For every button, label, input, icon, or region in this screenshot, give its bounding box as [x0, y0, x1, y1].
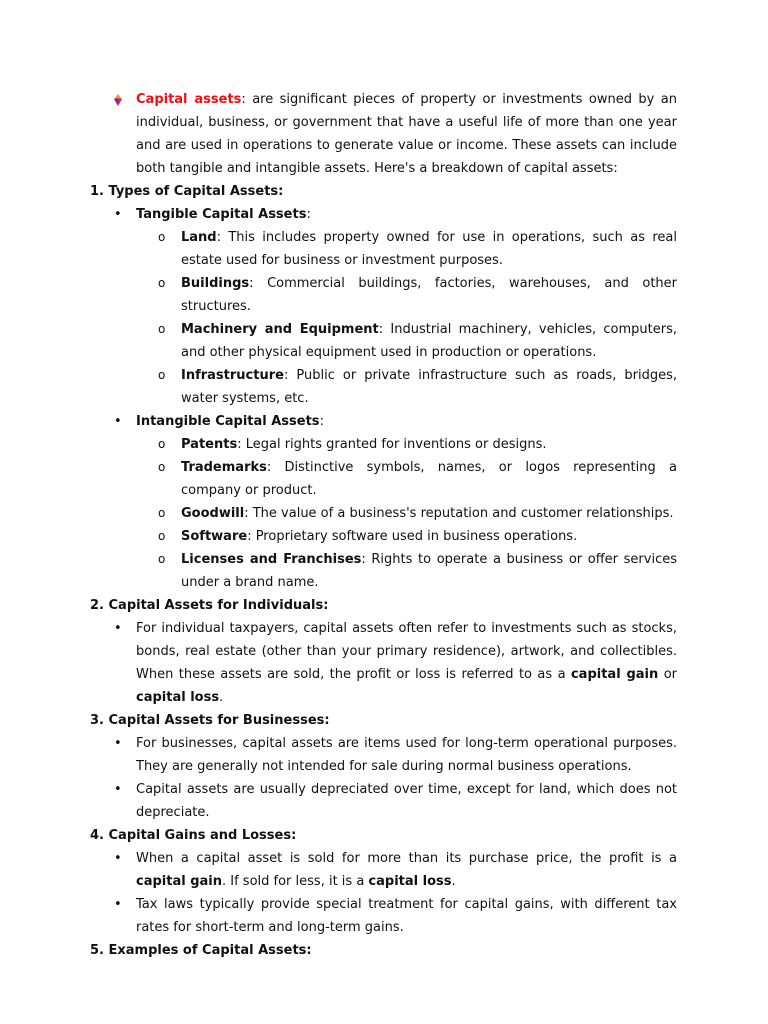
section-3-heading: 3. Capital Assets for Businesses: [90, 713, 330, 728]
term-infrastructure: Infrastructure [181, 368, 284, 383]
desc-infrastructure: : Public or private infrastructure such as roads, bridges, water systems, etc. [181, 368, 677, 406]
gains-bold-loss: capital loss [368, 874, 452, 889]
section-2-heading: 2. Capital Assets for Individuals: [90, 598, 329, 613]
desc-goodwill: : The value of a business's reputation and customer relationships. [244, 506, 674, 521]
desc-patents: : Legal rights granted for inventions or designs. [237, 437, 547, 452]
intro-paragraph [136, 88, 677, 180]
list-item-software [181, 525, 677, 548]
individuals-bold-loss: capital loss [136, 690, 220, 705]
term-buildings: Buildings [181, 276, 250, 291]
list-item-licenses [181, 548, 677, 594]
term-patents: Patents [181, 437, 238, 452]
individuals-text-1: For individual taxpayers, capital assets often refer to investments such as stocks, bonds, real estate (other than your primary residence), artwork, and collectibles. When these assets are sold, the profit or loss is referred to as a [136, 621, 677, 682]
diamond-arrow-icon [112, 94, 124, 106]
desc-land: : This includes property owned for use in operations, such as real estate used for business or investment purposes. [181, 230, 677, 268]
list-item-gains-2: • Tax laws typically provide special treatment for capital gains, with different tax rates for short-term and long-term gains. [136, 893, 677, 939]
intro-term: Capital assets [136, 92, 242, 107]
list-item-goodwill [181, 502, 677, 525]
list-item-businesses-1: • For businesses, capital assets are items used for long-term operational purposes. They are generally not intended for sale during normal business operations. [136, 732, 677, 778]
term-goodwill: Goodwill [181, 506, 245, 521]
list-item-machinery [181, 318, 677, 364]
term-land: Land [181, 230, 217, 245]
desc-software: : Proprietary software used in business operations. [247, 529, 578, 544]
gains-text-1: When a capital asset is sold for more than its purchase price, the profit is a [136, 851, 677, 866]
gains-text-2: . If sold for less, it is a [222, 874, 369, 889]
intangible-label: Intangible Capital Assets [136, 414, 320, 429]
list-item-buildings [181, 272, 677, 318]
term-machinery: Machinery and Equipment [181, 322, 379, 337]
intro-text: : are significant pieces of property or investments owned by an individual, business, or government that have a useful life of more than one year and are used in operations to generate value or income. These assets can include both tangible and intangible assets. Here's a breakdown of capital assets: [136, 92, 677, 176]
tangible-label: Tangible Capital Assets [136, 207, 307, 222]
desc-machinery: : Industrial machinery, vehicles, computers, and other physical equipment used in production or operations. [181, 322, 677, 360]
desc-licenses: : Rights to operate a business or offer services under a brand name. [181, 552, 677, 590]
desc-buildings: : Commercial buildings, factories, warehouses, and other structures. [181, 276, 677, 314]
section-5-heading: 5. Examples of Capital Assets: [90, 943, 312, 958]
desc-trademarks: : Distinctive symbols, names, or logos representing a company or product. [181, 460, 677, 498]
term-trademarks: Trademarks [181, 460, 267, 475]
list-item-individuals [136, 617, 677, 709]
term-licenses: Licenses and Franchises [181, 552, 362, 567]
list-item-patents [181, 433, 677, 456]
term-software: Software [181, 529, 248, 544]
individuals-text-3: . [219, 690, 224, 705]
individuals-bold-gain: capital gain [570, 667, 659, 682]
individuals-text-2: or [658, 667, 677, 682]
list-item-businesses-2: • Capital assets are usually depreciated over time, except for land, which does not depreciate. [136, 778, 677, 824]
list-item-gains-1 [136, 847, 677, 893]
section-4-heading: 4. Capital Gains and Losses: [90, 828, 297, 843]
section-1-heading: 1. Types of Capital Assets: [90, 184, 284, 199]
list-item-infrastructure [181, 364, 677, 410]
list-item-tangible: • Tangible Capital Assets: [136, 203, 677, 226]
list-item-intangible: • Intangible Capital Assets: [136, 410, 677, 433]
list-item-trademarks [181, 456, 677, 502]
list-item-land [181, 226, 677, 272]
gains-text-3: . [451, 874, 456, 889]
gains-bold-gain: capital gain [136, 874, 222, 889]
